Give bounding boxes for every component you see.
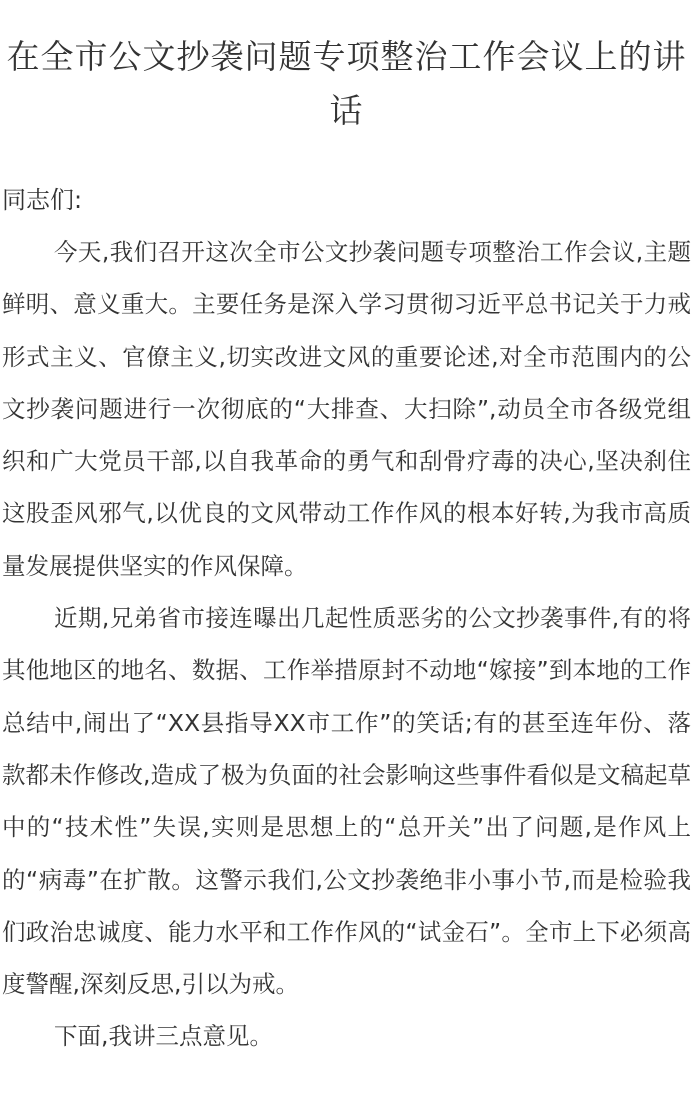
paragraph-transition: 下面,我讲三点意见。 <box>54 1022 273 1051</box>
salutation: 同志们: <box>2 186 83 214</box>
document-body <box>0 174 693 1063</box>
paragraph-opening: 今天,我们召开这次全市公文抄袭问题专项整治工作会议,主题鲜明、意义重大。主要任务是深入学习贯彻习近平总书记关于力戒形式主义、官僚主义,切实改进文风的重要论述,对全市范围内的公文抄袭问题进行一次彻底的“大排查、大扫除”,动员全市各级党组织和广大党员干部,以自我革命的勇气和刮骨疗毒的决心,坚决刹住这股歪风邪气,以优良的文风带动工作作风的根本好转,为我市高质量发展提供坚实的作风保障。 <box>2 238 691 580</box>
paragraph-background: 近期,兄弟省市接连曝出几起性质恶劣的公文抄袭事件,有的将其他地区的地名、数据、工作举措原封不动地“嫁接”到本地的工作总结中,闹出了“XX县指导XX市工作”的笑话;有的甚至连年份、落款都未作修改,造成了极为负面的社会影响这些事件看似是文稿起草中的“技术性”失误,实则是思想上的“总开关”出了问题,是作风上的“病毒”在扩散。这警示我们,公文抄袭绝非小事小节,而是检验我们政治忠诚度、能力水平和工作作风的“试金石”。全市上下必须高度警醒,深刻反思,引以为戒。 <box>2 604 691 999</box>
document-title: 在全市公文抄袭问题专项整治工作会议上的讲话 <box>6 37 687 130</box>
